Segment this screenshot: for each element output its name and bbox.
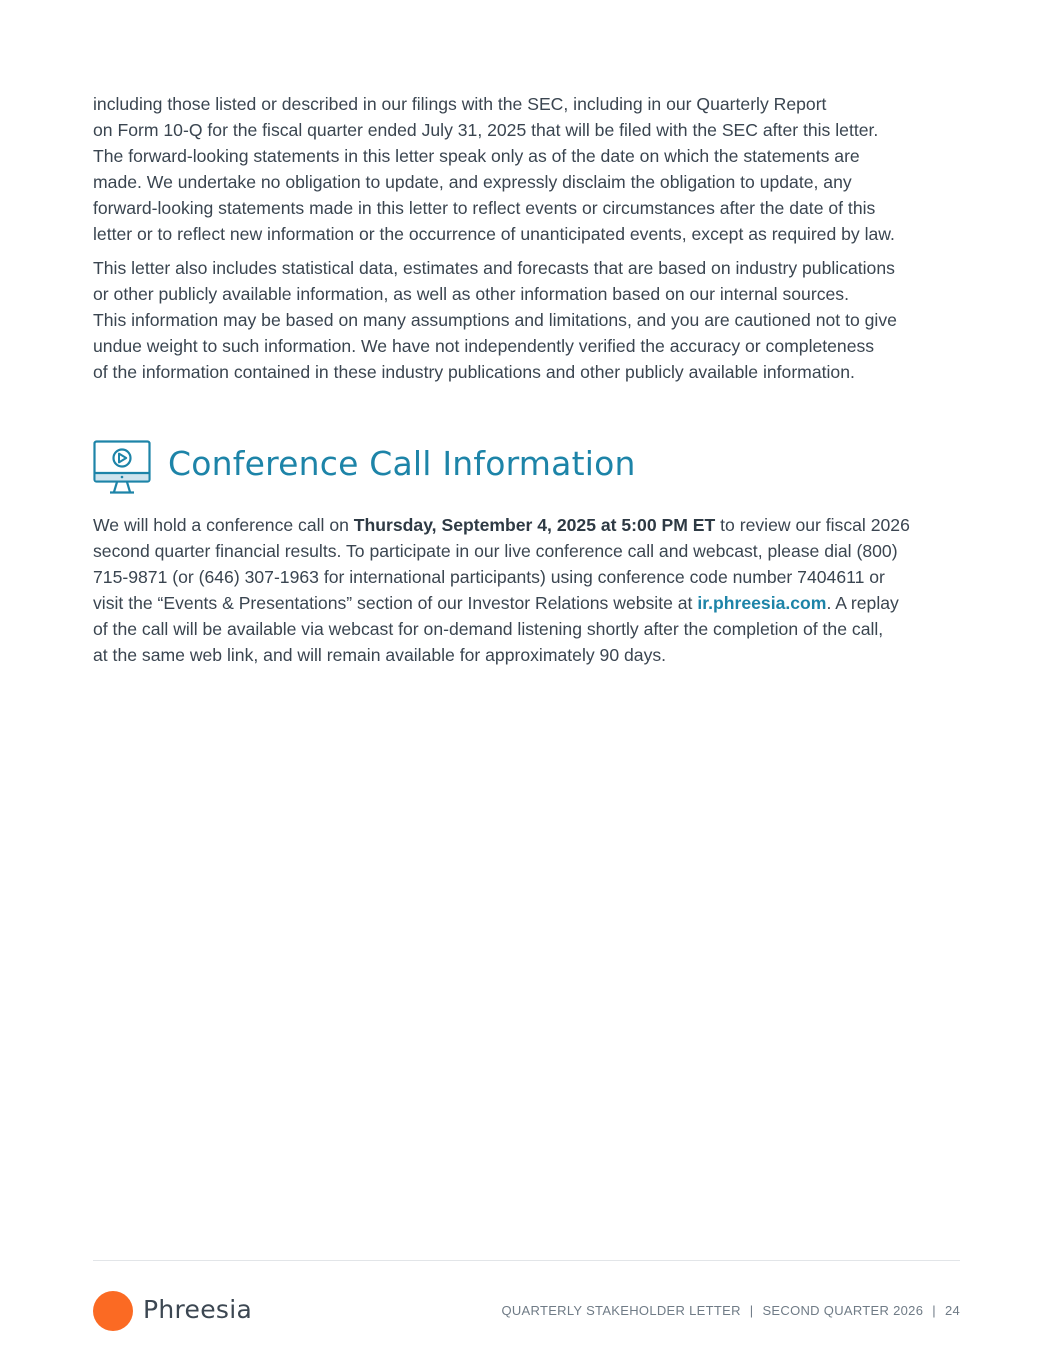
conference-call-paragraph: [93, 513, 963, 668]
text-fragment: . A replay: [826, 592, 899, 613]
footer-divider: [93, 1260, 960, 1261]
text-line: [93, 591, 963, 617]
monitor-play-icon: [93, 440, 151, 494]
logo-wordmark: Phreesia: [143, 1295, 253, 1324]
text-line: at the same web link, and will remain available for approximately 90 days.: [93, 644, 667, 665]
text-line: including those listed or described in our filings with the SEC, including in our Quarterly Report: [93, 94, 827, 114]
text-fragment: visit the “Events & Presentations” section of our Investor Relations website at: [93, 592, 698, 613]
text-fragment: to review our fiscal 2026: [715, 515, 910, 535]
text-line: of the call will be available via webcast for on-demand listening shortly after the completion of the call,: [93, 618, 884, 639]
forward-looking-paragraph: [93, 92, 963, 247]
text-line: or other publicly available information, as well as other information based on our internal sources.: [93, 283, 849, 304]
call-date-time: Thursday, September 4, 2025 at 5:00 PM ET: [353, 515, 716, 535]
text-line: on Form 10-Q for the fiscal quarter ended July 31, 2025 that will be filed with the SEC after this letter.: [93, 119, 879, 140]
section-title: Conference Call Information: [168, 444, 636, 483]
logo-circle-icon: [93, 1291, 133, 1331]
text-line: made. We undertake no obligation to update, and expressly disclaim the obligation to update, any: [93, 171, 852, 192]
quarter-label: SECOND QUARTER 2026: [762, 1303, 924, 1318]
text-line: letter or to reflect new information or the occurrence of unanticipated events, except as required by law.: [93, 223, 895, 244]
footer-separator: |: [932, 1303, 936, 1318]
text-line: This letter also includes statistical data, estimates and forecasts that are based on industry publications: [93, 258, 895, 278]
text-line: forward-looking statements made in this letter to reflect events or circumstances after the date of this: [93, 197, 876, 218]
phreesia-logo: [93, 1290, 293, 1332]
footer-label: [501, 1302, 960, 1320]
letter-label: QUARTERLY STAKEHOLDER LETTER: [501, 1303, 741, 1318]
page-number: 24: [944, 1303, 960, 1318]
text-fragment: We will hold a conference call on: [93, 515, 354, 535]
text-line: undue weight to such information. We have not independently verified the accuracy or completeness: [93, 335, 875, 356]
text-line: The forward-looking statements in this letter speak only as of the date on which the statements are: [93, 145, 860, 166]
investor-relations-link[interactable]: ir.phreesia.com: [697, 592, 827, 613]
text-line: 715-9871 (or (646) 307-1963 for international participants) using conference code number 7404611 or: [93, 566, 885, 587]
footer-separator: |: [749, 1303, 754, 1318]
text-line: [93, 513, 963, 539]
document-page: [93, 0, 963, 1365]
text-line: This information may be based on many assumptions and limitations, and you are cautioned not to give: [93, 309, 897, 330]
statistical-data-paragraph: [93, 256, 963, 386]
text-line: of the information contained in these industry publications and other publicly available information.: [93, 361, 855, 382]
section-heading: [93, 438, 963, 494]
text-line: second quarter financial results. To participate in our live conference call and webcast, please dial (800): [93, 540, 898, 561]
